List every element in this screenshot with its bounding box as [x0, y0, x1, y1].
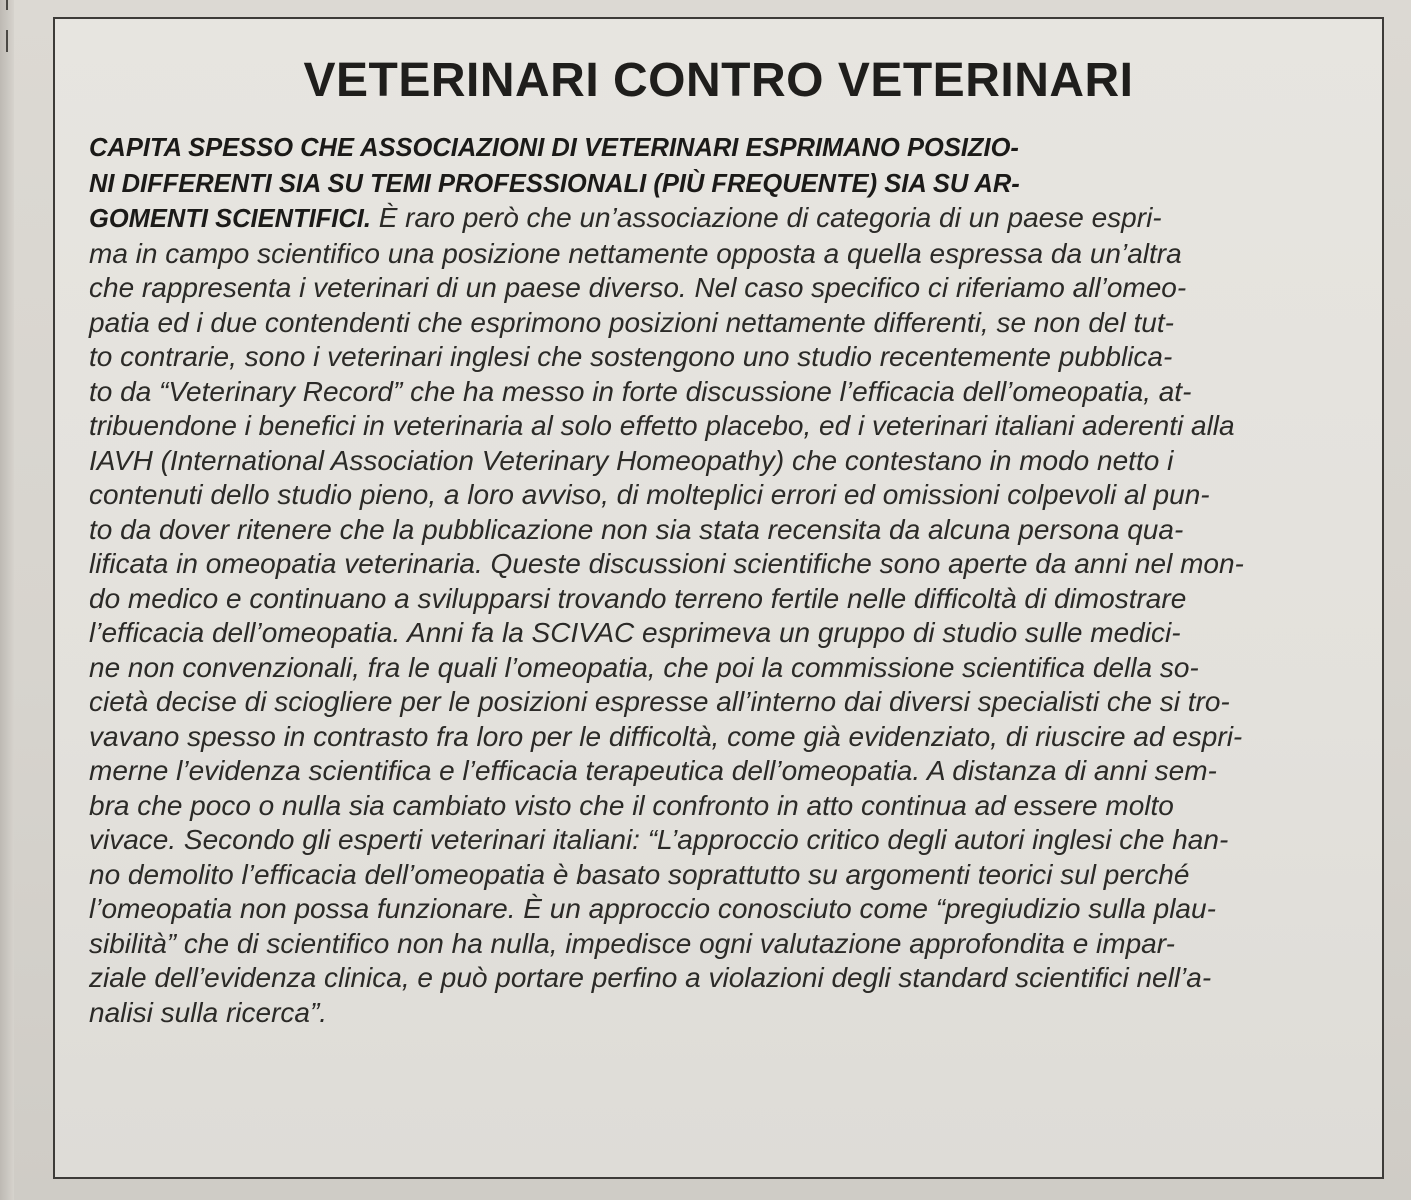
article-line: [89, 306, 1359, 341]
article-line: [89, 375, 1359, 410]
article-lead-text: GOMENTI SCIENTIFICI.: [89, 205, 371, 233]
article-line: [89, 166, 1359, 202]
article-line: [89, 582, 1359, 617]
article-title: VETERINARI CONTRO VETERINARI: [303, 54, 1134, 107]
article-line-text: tribuendone i benefici in veterinaria al solo effetto placebo, ed i veterinari italiani aderenti alla: [89, 410, 1235, 441]
article-line: [89, 478, 1359, 513]
article-line-text: patia ed i due contendenti che esprimono posizioni nettamente differenti, se non del tut-: [89, 306, 1174, 338]
article-line-text: no demolito l’efficacia dell’omeopatia è basato soprattutto su argomenti teorici sul perché: [89, 858, 1190, 890]
article-line: [89, 685, 1359, 720]
article-lead-text: NI DIFFERENTI SIA SU TEMI PROFESSIONALI (PIÙ FREQUENTE) SIA SU AR-: [89, 169, 1020, 198]
article-line: [89, 823, 1359, 858]
article-line: [89, 961, 1359, 996]
article-line-text: ma in campo scientifico una posizione nettamente opposta a quella espressa da un’altra: [89, 237, 1182, 269]
article-line: [89, 409, 1359, 444]
article-line-text: ne non convenzionali, fra le quali l’omeopatia, che poi la commissione scientifica della so-: [89, 651, 1199, 683]
article-line: [89, 996, 1359, 1031]
article-line-text: nalisi sulla ricerca”.: [89, 996, 328, 1028]
page-edge-mark: [6, 30, 8, 52]
article-line: [89, 754, 1359, 789]
article-line-text: l’efficacia dell’omeopatia. Anni fa la SCIVAC esprimeva un gruppo di studio sulle medici-: [89, 617, 1181, 648]
article-line-text: bra che poco o nulla sia cambiato visto che il confronto in atto continua ad essere molto: [89, 789, 1174, 821]
article-line-text: sibilità” che di scientifico non ha nulla, impedisce ogni valutazione approfondita e impar-: [89, 927, 1175, 959]
article-lead-text: CAPITA SPESSO CHE ASSOCIAZIONI DI VETERINARI ESPRIMANO POSIZIO-: [89, 134, 1019, 162]
article-line: [89, 547, 1359, 582]
page-left-edge: [0, 0, 14, 1200]
article-line-text: lificata in omeopatia veterinaria. Queste discussioni scientifiche sono aperte da anni nel mon-: [89, 548, 1244, 579]
article-line-text: merne l’evidenza scientifica e l’efficacia terapeutica dell’omeopatia. A distanza di anni sem-: [89, 755, 1217, 786]
article-line-text: vavano spesso in contrasto fra loro per le difficoltà, come già evidenziato, di riuscire ad espri-: [89, 720, 1243, 752]
article-line: [89, 858, 1359, 893]
article-line-text: to contrarie, sono i veterinari inglesi che sostengono uno studio recentemente pubblica-: [89, 341, 1173, 372]
article-line: [89, 892, 1359, 927]
article-line-text: do medico e continuano a svilupparsi trovando terreno fertile nelle difficoltà di dimostrare: [89, 582, 1187, 614]
page-edge-mark: [6, 0, 8, 10]
article-line: [89, 130, 1359, 166]
article-line: [89, 201, 1359, 237]
article-line-text: È raro però che un’associazione di categoria di un paese espri-: [370, 202, 1162, 233]
article-line-text: vivace. Secondo gli esperti veterinari italiani: “L’approccio critico degli autori inglesi che han-: [89, 824, 1229, 855]
article-line: [89, 444, 1359, 479]
article-body: [89, 130, 1359, 1030]
article-line-text: contenuti dello studio pieno, a loro avviso, di molteplici errori ed omissioni colpevoli al pun-: [89, 479, 1210, 510]
article-line-text: l’omeopatia non possa funzionare. È un approccio conosciuto come “pregiudizio sulla plau-: [89, 893, 1216, 924]
article-line: [89, 340, 1359, 375]
article-line-text: to da dover ritenere che la pubblicazione non sia stata recensita da alcuna persona qua-: [89, 513, 1184, 545]
article-line-text: ziale dell’evidenza clinica, e può portare perfino a violazioni degli standard scientifici nell’a-: [89, 962, 1212, 993]
article-line: [89, 651, 1359, 686]
article-line: [89, 237, 1359, 272]
article-line-text: IAVH (International Association Veterinary Homeopathy) che contestano in modo netto i: [89, 444, 1174, 476]
article-line-text: to da “Veterinary Record” che ha messo in forte discussione l’efficacia dell’omeopatia, at-: [89, 375, 1192, 407]
article-line-text: che rappresenta i veterinari di un paese diverso. Nel caso specifico ci riferiamo all’omeo-: [89, 272, 1187, 303]
article-line: [89, 616, 1359, 651]
article-line: [89, 271, 1359, 306]
article-line: [89, 789, 1359, 824]
article-box: [53, 17, 1384, 1179]
article-line: [89, 927, 1359, 962]
article-line-text: cietà decise di sciogliere per le posizioni espresse all’interno dai diversi specialisti che si tro-: [89, 686, 1230, 717]
article-line: [89, 720, 1359, 755]
article-line: [89, 513, 1359, 548]
